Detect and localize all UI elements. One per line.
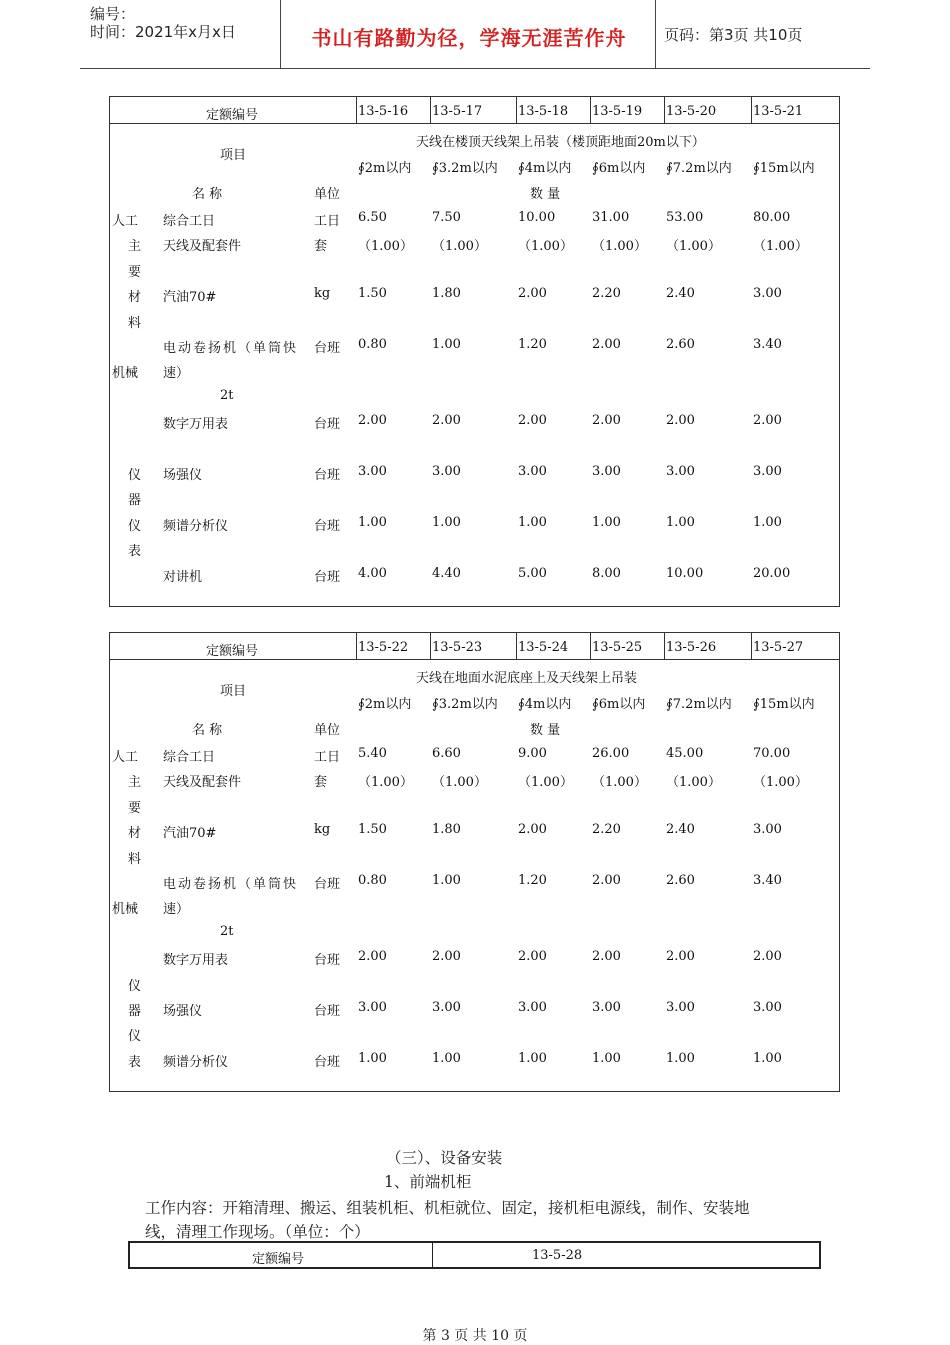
- table-divider: [430, 97, 431, 123]
- quota-code: 13-5-19: [592, 104, 643, 119]
- row-value: 2.00: [432, 949, 461, 965]
- item-label: 项目: [220, 684, 247, 699]
- row-category: 材: [128, 290, 142, 306]
- row-value: （1.00）: [358, 775, 413, 791]
- row-value: 1.50: [358, 286, 387, 302]
- row-category: 表: [128, 544, 142, 560]
- row-value: 3.00: [753, 286, 782, 302]
- row-value: 1.00: [358, 1050, 387, 1066]
- row-value: 2.40: [666, 822, 695, 838]
- quota-code: 13-5-17: [432, 104, 483, 119]
- quota-table: [109, 632, 840, 1092]
- name-header: 名 称: [192, 187, 223, 202]
- row-category: 机械: [112, 366, 139, 382]
- row-value: 1.00: [358, 514, 387, 530]
- quota-table: [109, 96, 840, 607]
- spec-label: ∮3.2m以内: [432, 161, 498, 176]
- table-divider: [516, 97, 517, 123]
- row-value: （1.00）: [666, 775, 721, 791]
- row-name: 汽油70#: [163, 290, 217, 306]
- row-value: 2.00: [518, 822, 547, 838]
- table-title: 天线在地面水泥底座上及天线架上吊装: [416, 671, 638, 686]
- row-unit: 台班: [314, 1054, 341, 1070]
- row-value: 8.00: [592, 565, 621, 581]
- section-heading: （三）、设备安装: [386, 1149, 503, 1167]
- row-value: 4.00: [358, 565, 387, 581]
- row-value: 5.40: [358, 746, 387, 761]
- quota-code: 13-5-24: [518, 640, 569, 655]
- row-name: 频谱分析仪: [163, 1054, 229, 1070]
- spec-label: ∮7.2m以内: [666, 697, 732, 712]
- row-value: （1.00）: [358, 239, 413, 255]
- row-value: 3.00: [753, 1000, 782, 1015]
- row-value: 10.00: [666, 565, 704, 581]
- row-value: （1.00）: [592, 239, 647, 255]
- row-value: （1.00）: [753, 775, 808, 791]
- header-page-info: 页码：第3页 共10页: [664, 26, 803, 44]
- table-divider: [430, 633, 431, 659]
- row-value: 1.00: [518, 1050, 547, 1066]
- table-divider: [751, 633, 752, 659]
- spec-label: ∮4m以内: [518, 161, 572, 176]
- row-name: 2t: [220, 387, 234, 403]
- row-name: 天线及配套件: [163, 239, 242, 255]
- row-category: 仪: [128, 518, 142, 534]
- row-category: 机械: [112, 902, 139, 918]
- quota-code: 13-5-25: [592, 640, 643, 655]
- table-title: 天线在楼顶天线架上吊装（楼顶距地面20m以下）: [416, 135, 705, 150]
- header-divider: [655, 0, 656, 68]
- row-value: 6.50: [358, 210, 387, 225]
- row-name: 电动卷扬机（单筒快: [163, 877, 299, 892]
- quota-code: 13-5-22: [358, 640, 409, 655]
- row-name: 汽油70#: [163, 826, 217, 842]
- row-value: 1.00: [432, 873, 461, 888]
- row-unit: 工日: [314, 750, 341, 765]
- table-divider: [751, 97, 752, 123]
- spec-label: ∮15m以内: [753, 697, 815, 712]
- row-name: 2t: [220, 923, 234, 939]
- quota-code: 13-5-18: [518, 104, 569, 119]
- row-value: 1.00: [592, 514, 621, 530]
- row-name: 场强仪: [163, 1004, 203, 1019]
- row-unit: 台班: [314, 877, 341, 892]
- spec-label: ∮4m以内: [518, 697, 572, 712]
- quantity-header: 数 量: [530, 187, 561, 202]
- work-content-line2: 线，清理工作现场。（单位：个）: [145, 1223, 370, 1241]
- row-value: 3.00: [592, 464, 621, 479]
- row-unit: 台班: [314, 341, 341, 356]
- table-divider: [516, 633, 517, 659]
- row-category: 要: [128, 264, 142, 280]
- page-footer: 第 3 页 共 10 页: [422, 1328, 528, 1344]
- row-unit: kg: [314, 286, 331, 302]
- table-divider: [356, 97, 357, 123]
- row-value: 2.60: [666, 337, 695, 352]
- row-value: （1.00）: [432, 775, 487, 791]
- row-value: 6.60: [432, 746, 461, 761]
- row-value: 1.00: [432, 337, 461, 352]
- spec-label: ∮2m以内: [358, 697, 412, 712]
- row-unit: 套: [314, 239, 328, 255]
- row-value: （1.00）: [592, 775, 647, 791]
- row-unit: kg: [314, 822, 331, 838]
- row-value: 26.00: [592, 746, 630, 761]
- table-divider: [664, 97, 665, 123]
- row-name: 对讲机: [163, 569, 203, 585]
- row-value: （1.00）: [518, 775, 573, 791]
- row-value: 2.00: [518, 286, 547, 302]
- row-category: 主: [128, 775, 142, 791]
- row-value: 20.00: [753, 565, 791, 581]
- quota-code-label: 定额编号: [206, 644, 259, 659]
- row-name: 天线及配套件: [163, 775, 242, 791]
- row-category: 仪: [128, 1029, 142, 1045]
- row-name: 综合工日: [163, 750, 216, 765]
- row-value: 31.00: [592, 210, 630, 225]
- row-value: （1.00）: [432, 239, 487, 255]
- unit-header: 单位: [314, 187, 341, 202]
- row-category: 料: [128, 851, 142, 867]
- row-value: 1.20: [518, 873, 547, 888]
- row-value: 1.00: [432, 1050, 461, 1066]
- row-value: 10.00: [518, 210, 556, 225]
- row-category: 器: [128, 493, 142, 509]
- table-divider: [590, 97, 591, 123]
- row-value: 2.00: [753, 413, 782, 429]
- quota-code: 13-5-21: [753, 104, 804, 119]
- row-unit: 工日: [314, 214, 341, 229]
- row-value: 5.00: [518, 565, 547, 581]
- row-value: 1.00: [666, 514, 695, 530]
- row-value: 2.00: [753, 949, 782, 965]
- spec-label: ∮15m以内: [753, 161, 815, 176]
- quota-code: 13-5-26: [666, 640, 717, 655]
- row-category: 料: [128, 315, 142, 331]
- row-value: 1.00: [432, 514, 461, 530]
- row-name: 场强仪: [163, 468, 203, 483]
- row-category: 器: [128, 1004, 142, 1019]
- row-unit: 台班: [314, 569, 341, 585]
- row-value: 3.00: [592, 1000, 621, 1015]
- row-value: 2.00: [592, 337, 621, 352]
- document-number-label: 编号：: [90, 5, 136, 23]
- table-rule: [110, 659, 839, 660]
- row-value: 45.00: [666, 746, 704, 761]
- row-value: 1.00: [592, 1050, 621, 1066]
- row-value: 3.40: [753, 337, 782, 352]
- row-value: 3.00: [666, 464, 695, 479]
- row-value: 2.00: [592, 413, 621, 429]
- row-value: 3.00: [753, 464, 782, 479]
- row-category: 仪: [128, 978, 142, 994]
- row-value: 2.00: [666, 949, 695, 965]
- row-category: 要: [128, 800, 142, 816]
- row-value: （1.00）: [518, 239, 573, 255]
- row-category: 表: [128, 1054, 142, 1070]
- row-value: 1.00: [753, 1050, 782, 1066]
- row-value: 0.80: [358, 873, 387, 888]
- row-value: 80.00: [753, 210, 791, 225]
- table-divider: [664, 633, 665, 659]
- row-unit: 台班: [314, 953, 341, 969]
- section-subheading: 1、前端机柜: [384, 1173, 472, 1191]
- page-header: [80, 0, 870, 69]
- row-value: 3.00: [518, 1000, 547, 1015]
- row-value: 1.80: [432, 286, 461, 302]
- document-time-label: 时间：2021年x月x日: [90, 23, 236, 41]
- row-name: 电动卷扬机（单筒快: [163, 341, 299, 356]
- row-value: 53.00: [666, 210, 704, 225]
- row-value: 7.50: [432, 210, 461, 225]
- row-value: 2.00: [666, 413, 695, 429]
- row-value: 2.00: [358, 949, 387, 965]
- table-divider: [356, 633, 357, 659]
- row-value: 2.00: [592, 873, 621, 888]
- spec-label: ∮3.2m以内: [432, 697, 498, 712]
- row-unit: 套: [314, 775, 328, 791]
- row-value: 3.00: [432, 464, 461, 479]
- row-value: 4.40: [432, 565, 461, 581]
- spec-label: ∮7.2m以内: [666, 161, 732, 176]
- item-label: 项目: [220, 148, 247, 163]
- row-category: 人工: [112, 750, 139, 765]
- quota-table-13-5-28: [128, 1241, 821, 1269]
- row-value: 3.00: [518, 464, 547, 479]
- row-name: 数字万用表: [163, 417, 229, 433]
- row-value: 2.00: [518, 949, 547, 965]
- row-value: 70.00: [753, 746, 791, 761]
- row-value: 3.00: [666, 1000, 695, 1015]
- row-unit: 台班: [314, 417, 341, 433]
- name-header: 名 称: [192, 723, 223, 738]
- row-value: 1.00: [753, 514, 782, 530]
- row-name: 速）: [163, 366, 190, 382]
- row-value: 3.00: [358, 1000, 387, 1015]
- table-rule: [110, 123, 839, 124]
- row-value: 2.60: [666, 873, 695, 888]
- row-name: 频谱分析仪: [163, 518, 229, 534]
- row-value: （1.00）: [753, 239, 808, 255]
- row-name: 数字万用表: [163, 953, 229, 969]
- row-value: 2.00: [592, 949, 621, 965]
- row-value: 1.50: [358, 822, 387, 838]
- row-value: 1.20: [518, 337, 547, 352]
- row-name: 综合工日: [163, 214, 216, 229]
- quota-code: 13-5-27: [753, 640, 804, 655]
- row-value: （1.00）: [666, 239, 721, 255]
- quota-code-label: 定额编号: [252, 1252, 305, 1267]
- header-motto: 书山有路勤为径，学海无涯苦作舟: [311, 26, 627, 50]
- row-value: 2.00: [358, 413, 387, 429]
- row-value: 3.00: [432, 1000, 461, 1015]
- row-unit: 台班: [314, 1004, 341, 1019]
- row-category: 仪: [128, 468, 142, 483]
- quantity-header: 数 量: [530, 723, 561, 738]
- quota-code-label: 定额编号: [206, 108, 259, 123]
- row-unit: 台班: [314, 518, 341, 534]
- row-value: 2.20: [592, 286, 621, 302]
- row-value: 3.00: [753, 822, 782, 838]
- row-value: 1.00: [666, 1050, 695, 1066]
- row-category: 主: [128, 239, 142, 255]
- table-divider: [432, 1243, 433, 1267]
- quota-code: 13-5-16: [358, 104, 409, 119]
- row-value: 2.00: [432, 413, 461, 429]
- row-value: 2.20: [592, 822, 621, 838]
- row-value: 0.80: [358, 337, 387, 352]
- quota-code: 13-5-23: [432, 640, 483, 655]
- quota-code: 13-5-20: [666, 104, 717, 119]
- quota-code: 13-5-28: [532, 1248, 583, 1263]
- unit-header: 单位: [314, 723, 341, 738]
- row-value: 2.00: [518, 413, 547, 429]
- row-category: 人工: [112, 214, 139, 229]
- row-value: 2.40: [666, 286, 695, 302]
- row-value: 3.40: [753, 873, 782, 888]
- row-category: 材: [128, 826, 142, 842]
- table-divider: [590, 633, 591, 659]
- spec-label: ∮2m以内: [358, 161, 412, 176]
- row-name: 速）: [163, 902, 190, 918]
- row-unit: 台班: [314, 468, 341, 483]
- spec-label: ∮6m以内: [592, 697, 646, 712]
- work-content-line1: 工作内容：开箱清理、搬运、组装机柜、机柜就位、固定，接机柜电源线，制作、安装地: [145, 1199, 750, 1217]
- row-value: 1.00: [518, 514, 547, 530]
- spec-label: ∮6m以内: [592, 161, 646, 176]
- row-value: 3.00: [358, 464, 387, 479]
- row-value: 9.00: [518, 746, 547, 761]
- row-value: 1.80: [432, 822, 461, 838]
